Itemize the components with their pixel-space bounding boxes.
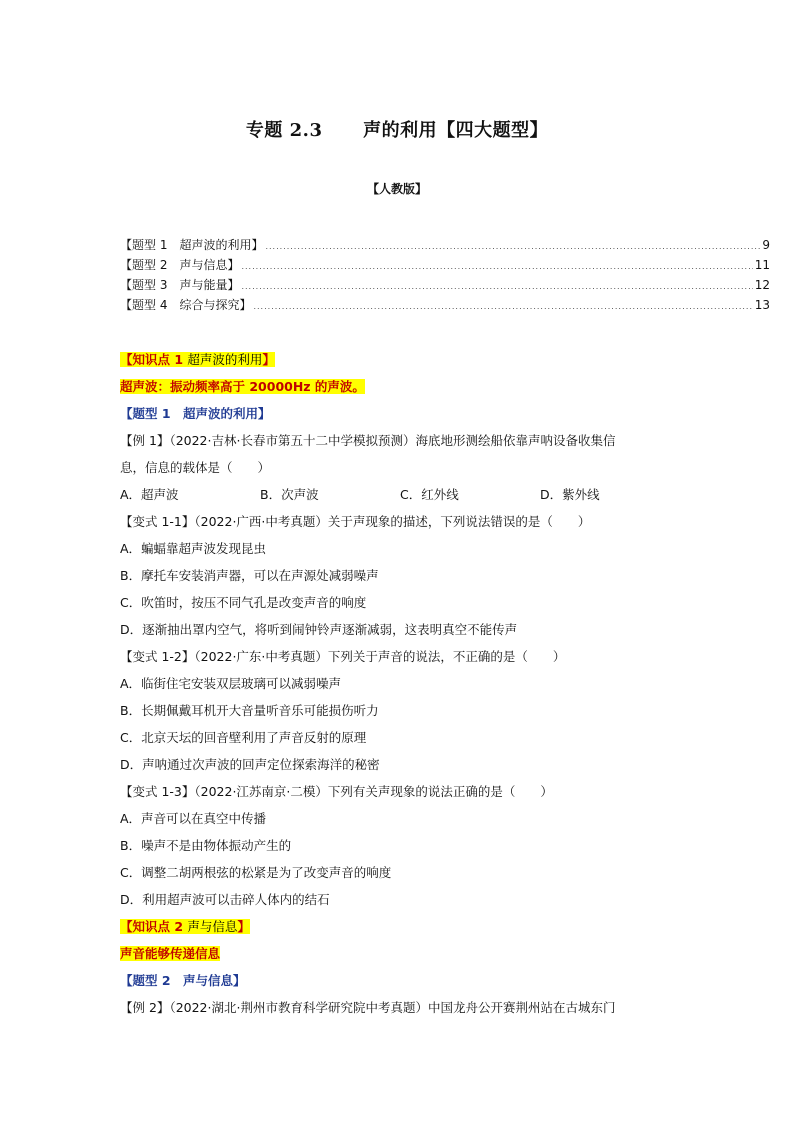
- toc-label: 【题型 3 声与能量】: [120, 278, 240, 292]
- knowledge-point-2-definition: 声音能够传递信息: [120, 946, 221, 961]
- toc-label: 【题型 1 超声波的利用】: [120, 238, 264, 252]
- toc-page-number: 13: [754, 298, 770, 312]
- toc-leader-dots: [253, 297, 752, 316]
- title-part1: 专题 2.3: [245, 120, 323, 141]
- variant-1-3-option-c: C．调整二胡两根弦的松紧是为了改变声音的响度: [120, 865, 392, 880]
- variant-1-3-stem: 【变式 1-3】（2022·江苏南京·二模）下列有关声现象的说法正确的是（ ）: [120, 784, 553, 799]
- toc-leader-dots: [241, 257, 752, 276]
- variant-1-3-option-a: A．声音可以在真空中传播: [120, 811, 267, 826]
- toc-page-number: 9: [762, 238, 770, 252]
- toc-label: 【题型 4 综合与探究】: [120, 298, 252, 312]
- option-b: B．次声波: [260, 487, 319, 502]
- variant-1-1-stem: 【变式 1-1】（2022·广西·中考真题）关于声现象的描述，下列说法错误的是（ ）: [120, 514, 591, 529]
- edition-label: 【人教版】: [366, 182, 427, 196]
- example-1-stem: 【例 1】（2022·吉林·长春市第五十二中学模拟预测）海底地形测绘船依靠声呐设备收集信: [120, 433, 616, 448]
- toc-entry-1[interactable]: [120, 236, 770, 256]
- example-1-options: [120, 481, 680, 508]
- knowledge-point-1-heading: 【知识点 1 超声波的利用】: [120, 352, 275, 367]
- toc-entry-3[interactable]: [120, 276, 770, 296]
- option-c: C．红外线: [400, 487, 459, 502]
- variant-1-2-stem: 【变式 1-2】（2022·广东·中考真题）下列关于声音的说法，不正确的是（ ）: [120, 649, 566, 664]
- variant-1-2-option-b: B．长期佩戴耳机开大音量听音乐可能损伤听力: [120, 703, 379, 718]
- example-2-stem: 【例 2】（2022·湖北·荆州市教育科学研究院中考真题）中国龙舟公开赛荆州站在古城东门: [120, 1000, 616, 1015]
- title-part2: 声的利用【四大题型】: [363, 120, 549, 141]
- example-1-stem-continued: 息，信息的载体是（ ）: [120, 460, 271, 475]
- document-body: [120, 346, 680, 1021]
- toc-leader-dots: [265, 237, 760, 256]
- page-title: [0, 116, 794, 142]
- option-d: D．紫外线: [540, 487, 600, 502]
- toc-leader-dots: [241, 277, 752, 296]
- toc-page-number: 12: [754, 278, 770, 292]
- variant-1-2-option-a: A．临街住宅安装双层玻璃可以减弱噪声: [120, 676, 342, 691]
- variant-1-3-option-d: D．利用超声波可以击碎人体内的结石: [120, 892, 330, 907]
- variant-1-1-option-b: B．摩托车安装消声器，可以在声源处减弱噪声: [120, 568, 379, 583]
- knowledge-point-2-heading: 【知识点 2 声与信息】: [120, 919, 250, 934]
- variant-1-2-option-d: D．声呐通过次声波的回声定位探索海洋的秘密: [120, 757, 380, 772]
- toc-entry-4[interactable]: [120, 296, 770, 316]
- question-type-2-heading: 【题型 2 声与信息】: [120, 973, 246, 988]
- variant-1-1-option-d: D．逐渐抽出罩内空气，将听到闹钟铃声逐渐减弱，这表明真空不能传声: [120, 622, 518, 637]
- toc-page-number: 11: [754, 258, 770, 272]
- variant-1-1-option-a: A．蝙蝠靠超声波发现昆虫: [120, 541, 267, 556]
- knowledge-point-1-definition: 超声波：振动频率高于 20000Hz 的声波。: [120, 379, 365, 394]
- toc-label: 【题型 2 声与信息】: [120, 258, 240, 272]
- table-of-contents: [120, 236, 770, 316]
- variant-1-3-option-b: B．噪声不是由物体振动产生的: [120, 838, 292, 853]
- question-type-1-heading: 【题型 1 超声波的利用】: [120, 406, 271, 421]
- variant-1-1-option-c: C．吹笛时，按压不同气孔是改变声音的响度: [120, 595, 367, 610]
- option-a: A．超声波: [120, 487, 179, 502]
- toc-entry-2[interactable]: [120, 256, 770, 276]
- variant-1-2-option-c: C．北京天坛的回音壁利用了声音反射的原理: [120, 730, 367, 745]
